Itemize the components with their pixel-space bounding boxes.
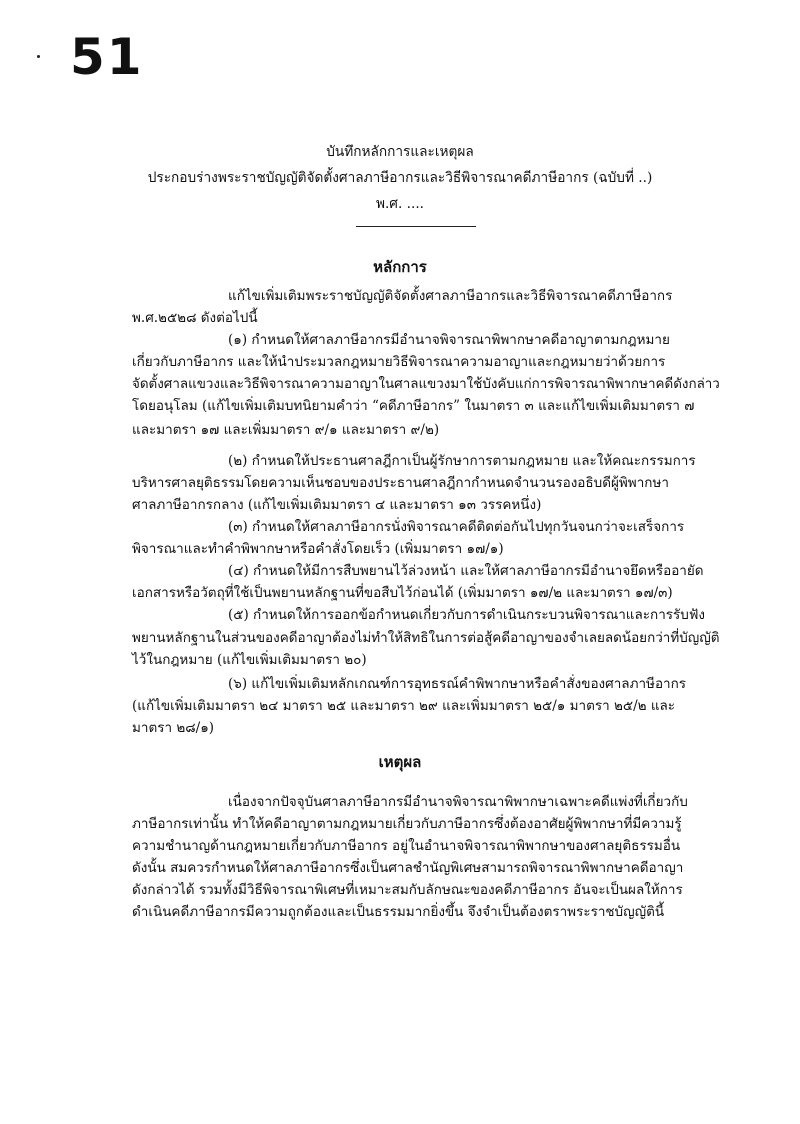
reason-line: ภาษีอากรเท่านั้น ทำให้คดีอาญาตามกฎหมายเกี่ยวกับภาษีอากรซึ่งต้องอาศัยผู้พิพากษาที่มีความรู้ — [132, 816, 682, 832]
memo-title: บันทึกหลักการและเหตุผล — [326, 144, 474, 160]
principle-line: (แก้ไขเพิ่มเติมมาตรา ๒๔ มาตรา ๒๕ และมาตรา ๒๙ และเพิ่มมาตรา ๒๕/๑ มาตรา ๒๕/๒ และ — [132, 698, 676, 714]
principle-line: (๕) กำหนดให้การออกข้อกำหนดเกี่ยวกับการดำเนินกระบวนพิจารณาและการรับฟัง — [228, 607, 706, 623]
reason-line: ดังนั้น สมควรกำหนดให้ศาลภาษีอากรซึ่งเป็นศาลชำนัญพิเศษสามารถพิจารณาพิพากษาคดีอาญา — [132, 860, 684, 876]
principle-line: (๑) กำหนดให้ศาลภาษีอากรมีอำนาจพิจารณาพิพากษาคดีอาญาตามกฎหมาย — [228, 332, 670, 348]
principle-line: (๖) แก้ไขเพิ่มเติมหลักเกณฑ์การอุทธรณ์คำพิพากษาหรือคำสั่งของศาลภาษีอากร — [228, 676, 687, 692]
bill-year: พ.ศ. .... — [375, 196, 425, 212]
principle-line: โดยอนุโลม (แก้ไขเพิ่มเติมบทนิยามคำว่า “คดีภาษีอากร” ในมาตรา ๓ และแก้ไขเพิ่มเติมมาตรา ๗ — [132, 398, 695, 414]
principle-line: (๓) กำหนดให้ศาลภาษีอากรนั่งพิจารณาคดีติดต่อกันไปทุกวันจนกว่าจะเสร็จการ — [228, 519, 685, 535]
reason-line: ความชำนาญด้านกฎหมายเกี่ยวกับภาษีอากร อยู่ในอำนาจพิจารณาพิพากษาของศาลยุติธรรมอื่น — [132, 838, 681, 854]
reason-line: เนื่องจากปัจจุบันศาลภาษีอากรมีอำนาจพิจารณาพิพากษาเฉพาะคดีแพ่งที่เกี่ยวกับ — [228, 794, 688, 810]
principle-line: (๒) กำหนดให้ประธานศาลฎีกาเป็นผู้รักษาการตามกฎหมาย และให้คณะกรรมการ — [228, 453, 696, 469]
principle-line: มาตรา ๒๘/๑) — [132, 720, 215, 736]
scan-speck — [37, 55, 40, 58]
principle-line: แก้ไขเพิ่มเติมพระราชบัญญัติจัดตั้งศาลภาษีอากรและวิธีพิจารณาคดีภาษีอากร — [228, 288, 673, 304]
principle-line: ไว้ในกฎหมาย (แก้ไขเพิ่มเติมมาตรา ๒๐) — [132, 652, 367, 668]
reason-line: ดังกล่าวได้ รวมทั้งมีวิธีพิจารณาพิเศษที่เหมาะสมกับลักษณะของคดีภาษีอากร อันจะเป็นผลให้การ — [132, 882, 683, 898]
principle-line: ศาลภาษีอากรกลาง (แก้ไขเพิ่มเติมมาตรา ๔ และมาตรา ๑๓ วรรคหนึ่ง) — [132, 497, 542, 513]
principle-line: และมาตรา ๑๗ และเพิ่มมาตรา ๙/๑ และมาตรา ๙/๒) — [132, 422, 440, 438]
principles-heading: หลักการ — [373, 258, 427, 276]
principle-line: เอกสารหรือวัตถุที่ใช้เป็นพยานหลักฐานที่ขอสืบไว้ก่อนได้ (เพิ่มมาตรา ๑๗/๒ และมาตรา ๑๗/๓) — [132, 585, 673, 601]
reason-line: ดำเนินคดีภาษีอากรมีความถูกต้องและเป็นธรรมมากยิ่งขึ้น จึงจำเป็นต้องตราพระราชบัญญัตินี้ — [132, 904, 665, 920]
page-number: 51 — [70, 28, 144, 86]
principle-line: พิจารณาและทำคำพิพากษาหรือคำสั่งโดยเร็ว (เพิ่มมาตรา ๑๗/๑) — [132, 541, 504, 557]
bill-title: ประกอบร่างพระราชบัญญัติจัดตั้งศาลภาษีอากรและวิธีพิจารณาคดีภาษีอากร (ฉบับที่ ..) — [147, 170, 653, 186]
title-divider — [356, 226, 476, 227]
reasons-heading: เหตุผล — [378, 753, 422, 771]
principle-line: (๔) กำหนดให้มีการสืบพยานไว้ล่วงหน้า และให้ศาลภาษีอากรมีอำนาจยึดหรืออายัด — [228, 563, 704, 579]
principle-line: บริหารศาลยุติธรรมโดยความเห็นชอบของประธานศาลฎีกากำหนดจำนวนรองอธิบดีผู้พิพากษา — [132, 475, 669, 491]
principle-line: จัดตั้งศาลแขวงและวิธีพิจารณาความอาญาในศาลแขวงมาใช้บังคับแก่การพิจารณาพิพากษาคดีดังกล่าว — [132, 376, 720, 392]
principle-line: พ.ศ.๒๕๒๘ ดังต่อไปนี้ — [132, 310, 258, 326]
principle-line: พยานหลักฐานในส่วนของคดีอาญาต้องไม่ทำให้สิทธิในการต่อสู้คดีอาญาของจำเลยลดน้อยกว่าที่บัญญัติ — [132, 630, 720, 646]
principle-line: เกี่ยวกับภาษีอากร และให้นำประมวลกฎหมายวิธีพิจารณาความอาญาและกฎหมายว่าด้วยการ — [132, 354, 666, 370]
